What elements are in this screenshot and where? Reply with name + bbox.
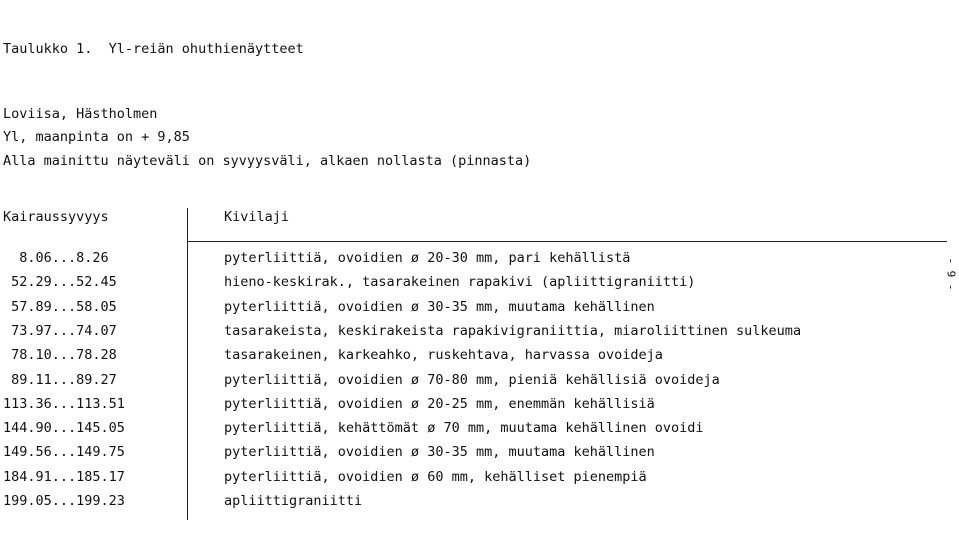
row-rock-description: pyterliittiä, ovoidien ø 30-35 mm, muutama kehällinen bbox=[224, 444, 655, 461]
row-rock-description: pyterliittiä, ovoidien ø 20-25 mm, enemmän kehällisiä bbox=[224, 395, 655, 412]
row-rock-description: tasarakeinen, karkeahko, ruskehtava, harvassa ovoideja bbox=[224, 347, 663, 364]
row-depth: 184.91...185.17 bbox=[3, 468, 125, 485]
row-rock-description: pyterliittiä, ovoidien ø 20-30 mm, pari kehällistä bbox=[224, 250, 631, 266]
elevation-line: Yl, maanpinta on + 9,85 bbox=[3, 129, 190, 145]
row-depth: 8.06...8.26 bbox=[3, 250, 109, 266]
row-rock-description: pyterliittiä, ovoidien ø 70-80 mm, pieniä kehällisiä ovoideja bbox=[224, 371, 720, 388]
row-depth: 78.10...78.28 bbox=[3, 347, 117, 364]
row-depth: 199.05...199.23 bbox=[3, 493, 125, 509]
row-depth: 73.97...74.07 bbox=[3, 322, 117, 339]
page-number bbox=[945, 245, 957, 303]
table-title: Taulukko 1. Yl-reiän ohuthienäytteet bbox=[3, 41, 304, 57]
row-rock-description: apliittigraniitti bbox=[224, 493, 363, 509]
row-depth: 89.11...89.27 bbox=[3, 371, 117, 388]
row-rock-description: pyterliittiä, ovoidien ø 30-35 mm, muutama kehällinen bbox=[224, 298, 655, 315]
row-rock-description: tasarakeista, keskirakeista rapakivigraniittia, miaroliittinen sulkeuma bbox=[224, 322, 802, 339]
column-divider bbox=[187, 208, 188, 520]
rock-column-header: Kivilaji bbox=[224, 209, 290, 225]
row-depth: 57.89...58.05 bbox=[3, 298, 117, 315]
row-depth: 144.90...145.05 bbox=[3, 420, 125, 437]
row-depth: 52.29...52.45 bbox=[3, 274, 117, 291]
depth-column-header: Kairaussyvyys bbox=[3, 209, 109, 225]
location-line: Loviisa, Hästholmen bbox=[3, 106, 158, 122]
header-rule bbox=[188, 241, 947, 242]
row-depth: 149.56...149.75 bbox=[3, 444, 125, 461]
row-rock-description: pyterliittiä, kehättömät ø 70 mm, muutama kehällinen ovoidi bbox=[224, 420, 704, 437]
row-depth: 113.36...113.51 bbox=[3, 395, 125, 412]
page-number-text: - 9 - bbox=[944, 257, 958, 291]
row-rock-description: hieno-keskirak., tasarakeinen rapakivi (apliittigraniitti) bbox=[224, 274, 696, 291]
interval-note-line: Alla mainittu näyteväli on syvyysväli, alkaen nollasta (pinnasta) bbox=[3, 153, 532, 169]
row-rock-description: pyterliittiä, ovoidien ø 60 mm, kehälliset pienempiä bbox=[224, 468, 647, 485]
